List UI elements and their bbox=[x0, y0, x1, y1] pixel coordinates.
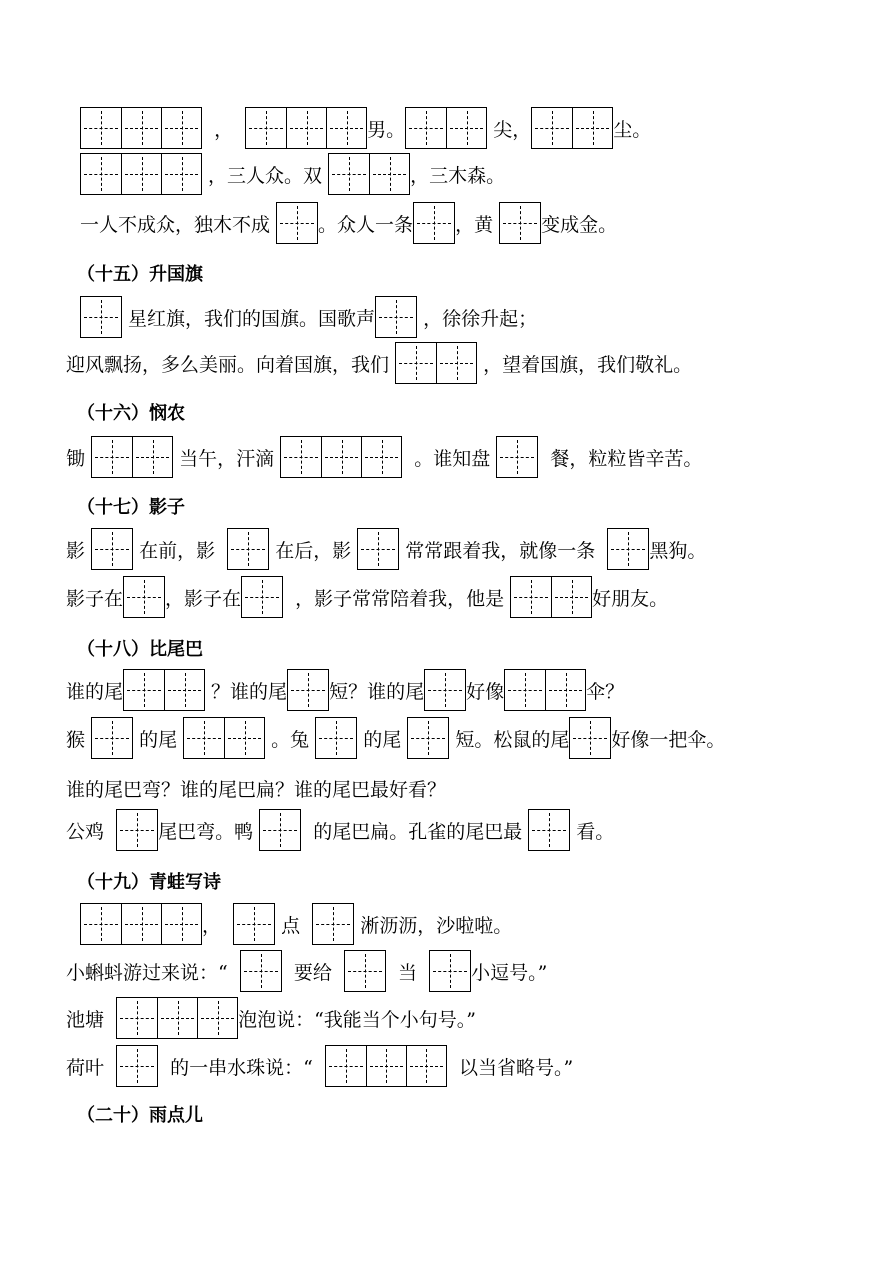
tian-grid-cell[interactable] bbox=[161, 904, 201, 944]
line-text: （十八）比尾巴 bbox=[77, 639, 203, 660]
line-text: 。谁知盘 bbox=[402, 447, 497, 470]
line-text: 尖， bbox=[487, 118, 532, 141]
answer-box-group[interactable] bbox=[325, 1045, 447, 1087]
line-text: 男。 bbox=[367, 118, 406, 141]
line-text: （十九）青蛙写诗 bbox=[77, 872, 221, 893]
tian-grid-cell[interactable] bbox=[117, 998, 157, 1038]
answer-box-group[interactable] bbox=[80, 153, 202, 195]
tian-grid-cell[interactable] bbox=[436, 343, 476, 383]
answer-box-group[interactable] bbox=[240, 950, 282, 992]
answer-box-group[interactable] bbox=[504, 669, 586, 711]
worksheet-line bbox=[80, 296, 537, 338]
answer-box-group[interactable] bbox=[395, 342, 477, 384]
line-text: （十五）升国旗 bbox=[77, 264, 203, 285]
tian-grid-cell[interactable] bbox=[505, 670, 545, 710]
tian-grid-cell[interactable] bbox=[246, 108, 286, 148]
line-text: 荷叶 bbox=[66, 1056, 117, 1079]
line-text: 以当省略号。” bbox=[446, 1056, 574, 1079]
tian-grid-cell[interactable] bbox=[326, 1046, 366, 1086]
tian-grid-cell[interactable] bbox=[369, 154, 409, 194]
worksheet-line bbox=[66, 950, 547, 992]
tian-grid-cell[interactable] bbox=[164, 670, 204, 710]
tian-grid-cell[interactable] bbox=[326, 108, 366, 148]
answer-box-group[interactable] bbox=[569, 717, 611, 759]
tian-grid-cell[interactable] bbox=[529, 810, 569, 850]
answer-box-group[interactable] bbox=[405, 107, 487, 149]
tian-grid-cell[interactable] bbox=[572, 108, 612, 148]
tian-grid-cell[interactable] bbox=[376, 297, 416, 337]
line-text: （二十）雨点儿 bbox=[77, 1105, 203, 1126]
answer-box-group[interactable] bbox=[116, 809, 158, 851]
answer-box-group[interactable] bbox=[375, 296, 417, 338]
worksheet-line bbox=[66, 717, 725, 759]
line-text: 影 bbox=[66, 539, 92, 562]
tian-grid-cell[interactable] bbox=[313, 904, 353, 944]
worksheet-line bbox=[80, 903, 512, 945]
line-text: ，黄 bbox=[455, 213, 500, 236]
line-text: 猴 bbox=[66, 728, 92, 751]
tian-grid-cell[interactable] bbox=[92, 529, 132, 569]
answer-box-group[interactable] bbox=[424, 669, 466, 711]
tian-grid-cell[interactable] bbox=[224, 718, 264, 758]
section-heading bbox=[77, 633, 203, 663]
tian-grid-cell[interactable] bbox=[228, 529, 268, 569]
line-text: ，望着国旗，我们敬礼。 bbox=[477, 353, 693, 376]
worksheet-line bbox=[66, 1045, 573, 1087]
worksheet-line bbox=[66, 576, 668, 618]
tian-grid-cell[interactable] bbox=[511, 577, 551, 617]
answer-box-group[interactable] bbox=[407, 717, 449, 759]
answer-box-group[interactable] bbox=[233, 903, 275, 945]
line-text: 当 bbox=[385, 961, 430, 984]
answer-box-group[interactable] bbox=[328, 153, 410, 195]
tian-grid-cell[interactable] bbox=[234, 904, 274, 944]
answer-box-group[interactable] bbox=[80, 107, 202, 149]
tian-grid-cell[interactable] bbox=[551, 577, 591, 617]
tian-grid-cell[interactable] bbox=[446, 108, 486, 148]
answer-box-group[interactable] bbox=[499, 202, 541, 244]
tian-grid-cell[interactable] bbox=[414, 203, 454, 243]
worksheet-line bbox=[66, 809, 614, 851]
answer-box-group[interactable] bbox=[429, 950, 471, 992]
tian-grid-cell[interactable] bbox=[157, 998, 197, 1038]
line-text: 伞？ bbox=[586, 680, 625, 703]
line-text: 要给 bbox=[281, 961, 344, 984]
tian-grid-cell[interactable] bbox=[361, 437, 401, 477]
line-text: 公鸡 bbox=[66, 820, 117, 843]
tian-grid-cell[interactable] bbox=[132, 437, 172, 477]
tian-grid-cell[interactable] bbox=[161, 108, 201, 148]
line-text: 。兔 bbox=[265, 728, 316, 751]
tian-grid-cell[interactable] bbox=[430, 951, 470, 991]
tian-grid-cell[interactable] bbox=[406, 108, 446, 148]
answer-box-group[interactable] bbox=[245, 107, 367, 149]
line-text: 迎风飘扬，多么美丽。向着国旗，我们 bbox=[66, 353, 396, 376]
section-heading bbox=[77, 866, 221, 896]
line-text: 小逗号。” bbox=[471, 961, 548, 984]
tian-grid-cell[interactable] bbox=[425, 670, 465, 710]
tian-grid-cell[interactable] bbox=[396, 343, 436, 383]
answer-box-group[interactable] bbox=[91, 528, 133, 570]
tian-grid-cell[interactable] bbox=[124, 577, 164, 617]
tian-grid-cell[interactable] bbox=[281, 437, 321, 477]
worksheet-line bbox=[66, 997, 476, 1039]
section-heading bbox=[77, 1099, 203, 1129]
line-text: 的一串水珠说：“ bbox=[158, 1056, 325, 1079]
tian-grid-cell[interactable] bbox=[121, 108, 161, 148]
tian-grid-cell[interactable] bbox=[121, 904, 161, 944]
tian-grid-cell[interactable] bbox=[545, 670, 585, 710]
answer-box-group[interactable] bbox=[116, 997, 238, 1039]
line-text: ，三木森。 bbox=[410, 164, 506, 187]
tian-grid-cell[interactable] bbox=[358, 529, 398, 569]
tian-grid-cell[interactable] bbox=[92, 437, 132, 477]
answer-box-group[interactable] bbox=[315, 717, 357, 759]
line-text: 小蝌蚪游过来说：“ bbox=[66, 961, 240, 984]
line-text: 在后，影 bbox=[269, 539, 358, 562]
tian-grid-cell[interactable] bbox=[277, 203, 317, 243]
answer-box-group[interactable] bbox=[91, 717, 133, 759]
line-text: ？谁的尾 bbox=[205, 680, 288, 703]
answer-box-group[interactable] bbox=[80, 903, 202, 945]
answer-box-group[interactable] bbox=[607, 528, 649, 570]
line-text: 尘。 bbox=[613, 118, 652, 141]
tian-grid-cell[interactable] bbox=[81, 297, 121, 337]
section-heading bbox=[77, 258, 203, 288]
tian-grid-cell[interactable] bbox=[345, 951, 385, 991]
tian-grid-cell[interactable] bbox=[321, 437, 361, 477]
worksheet-line bbox=[66, 669, 624, 711]
line-text: 当午，汗滴 bbox=[173, 447, 281, 470]
worksheet-line bbox=[80, 202, 617, 244]
tian-grid-cell[interactable] bbox=[366, 1046, 406, 1086]
line-text: 短。松鼠的尾 bbox=[449, 728, 570, 751]
tian-grid-cell[interactable] bbox=[242, 577, 282, 617]
line-text: 在前，影 bbox=[133, 539, 228, 562]
line-text: ，影子常常陪着我，他是 bbox=[283, 587, 511, 610]
tian-grid-cell[interactable] bbox=[408, 718, 448, 758]
line-text: ，三人众。双 bbox=[202, 164, 329, 187]
line-text: 点 bbox=[275, 914, 313, 937]
line-text: 的尾巴扁。孔雀的尾巴最 bbox=[301, 820, 529, 843]
line-text: 一人不成众，独木不成 bbox=[80, 213, 277, 236]
tian-grid-cell[interactable] bbox=[316, 718, 356, 758]
answer-box-group[interactable] bbox=[413, 202, 455, 244]
line-text: 星红旗，我们的国旗。国歌声 bbox=[122, 307, 376, 330]
tian-grid-cell[interactable] bbox=[260, 810, 300, 850]
tian-grid-cell[interactable] bbox=[329, 154, 369, 194]
line-text: 好像 bbox=[466, 680, 505, 703]
line-text: ， bbox=[202, 118, 246, 141]
line-text: 泡泡说：“我能当个小句号。” bbox=[238, 1008, 477, 1031]
answer-box-group[interactable] bbox=[287, 669, 329, 711]
line-text: 看。 bbox=[570, 820, 615, 843]
answer-box-group[interactable] bbox=[510, 576, 592, 618]
answer-box-group[interactable] bbox=[344, 950, 386, 992]
answer-box-group[interactable] bbox=[496, 436, 538, 478]
answer-box-group[interactable] bbox=[227, 528, 269, 570]
answer-box-group[interactable] bbox=[241, 576, 283, 618]
worksheet-line bbox=[80, 107, 651, 149]
line-text: 餐，粒粒皆辛苦。 bbox=[538, 447, 703, 470]
line-text: ，徐徐升起； bbox=[417, 307, 538, 330]
answer-box-group[interactable] bbox=[123, 669, 205, 711]
tian-grid-cell[interactable] bbox=[92, 718, 132, 758]
line-text: （十七）影子 bbox=[77, 497, 185, 518]
answer-box-group[interactable] bbox=[123, 576, 165, 618]
line-text: 的尾 bbox=[133, 728, 184, 751]
tian-grid-cell[interactable] bbox=[121, 154, 161, 194]
answer-box-group[interactable] bbox=[276, 202, 318, 244]
answer-box-group[interactable] bbox=[80, 296, 122, 338]
section-heading bbox=[77, 491, 185, 521]
line-text: 好朋友。 bbox=[592, 587, 669, 610]
tian-grid-cell[interactable] bbox=[81, 154, 121, 194]
line-text: 淅沥沥，沙啦啦。 bbox=[354, 914, 513, 937]
tian-grid-cell[interactable] bbox=[124, 670, 164, 710]
line-text: 好像一把伞。 bbox=[611, 728, 726, 751]
tian-grid-cell[interactable] bbox=[117, 1046, 157, 1086]
line-text: ，影子在 bbox=[165, 587, 242, 610]
section-heading bbox=[77, 397, 185, 427]
tian-grid-cell[interactable] bbox=[197, 998, 237, 1038]
line-text: 池塘 bbox=[66, 1008, 117, 1031]
line-text: 变成金。 bbox=[541, 213, 618, 236]
answer-box-group[interactable] bbox=[183, 717, 265, 759]
tian-grid-cell[interactable] bbox=[117, 810, 157, 850]
worksheet-line bbox=[80, 153, 505, 195]
answer-box-group[interactable] bbox=[91, 436, 173, 478]
line-text: 尾巴弯。鸭 bbox=[158, 820, 260, 843]
tian-grid-cell[interactable] bbox=[570, 718, 610, 758]
tian-grid-cell[interactable] bbox=[81, 904, 121, 944]
line-text: 影子在 bbox=[66, 587, 124, 610]
line-text: 锄 bbox=[66, 447, 92, 470]
tian-grid-cell[interactable] bbox=[406, 1046, 446, 1086]
line-text: ， bbox=[202, 914, 234, 937]
line-text: 常常跟着我，就像一条 bbox=[399, 539, 608, 562]
line-text: 谁的尾 bbox=[66, 680, 124, 703]
worksheet-line bbox=[66, 528, 706, 570]
tian-grid-cell[interactable] bbox=[161, 154, 201, 194]
answer-box-group[interactable] bbox=[357, 528, 399, 570]
tian-grid-cell[interactable] bbox=[608, 529, 648, 569]
tian-grid-cell[interactable] bbox=[241, 951, 281, 991]
line-text: 的尾 bbox=[357, 728, 408, 751]
tian-grid-cell[interactable] bbox=[497, 437, 537, 477]
tian-grid-cell[interactable] bbox=[81, 108, 121, 148]
answer-box-group[interactable] bbox=[280, 436, 402, 478]
answer-box-group[interactable] bbox=[531, 107, 613, 149]
line-text: 短？谁的尾 bbox=[329, 680, 425, 703]
answer-box-group[interactable] bbox=[312, 903, 354, 945]
line-text: 黑狗。 bbox=[649, 539, 707, 562]
worksheet-line bbox=[66, 436, 702, 478]
line-text: （十六）悯农 bbox=[77, 403, 185, 424]
tian-grid-cell[interactable] bbox=[500, 203, 540, 243]
tian-grid-cell[interactable] bbox=[288, 670, 328, 710]
line-text: 。众人一条 bbox=[318, 213, 414, 236]
worksheet-line bbox=[66, 342, 692, 384]
line-text: 谁的尾巴弯？谁的尾巴扁？谁的尾巴最好看？ bbox=[66, 778, 447, 801]
tian-grid-cell[interactable] bbox=[286, 108, 326, 148]
tian-grid-cell[interactable] bbox=[184, 718, 224, 758]
answer-box-group[interactable] bbox=[528, 809, 570, 851]
worksheet-line bbox=[66, 767, 446, 809]
answer-box-group[interactable] bbox=[116, 1045, 158, 1087]
tian-grid-cell[interactable] bbox=[532, 108, 572, 148]
answer-box-group[interactable] bbox=[259, 809, 301, 851]
